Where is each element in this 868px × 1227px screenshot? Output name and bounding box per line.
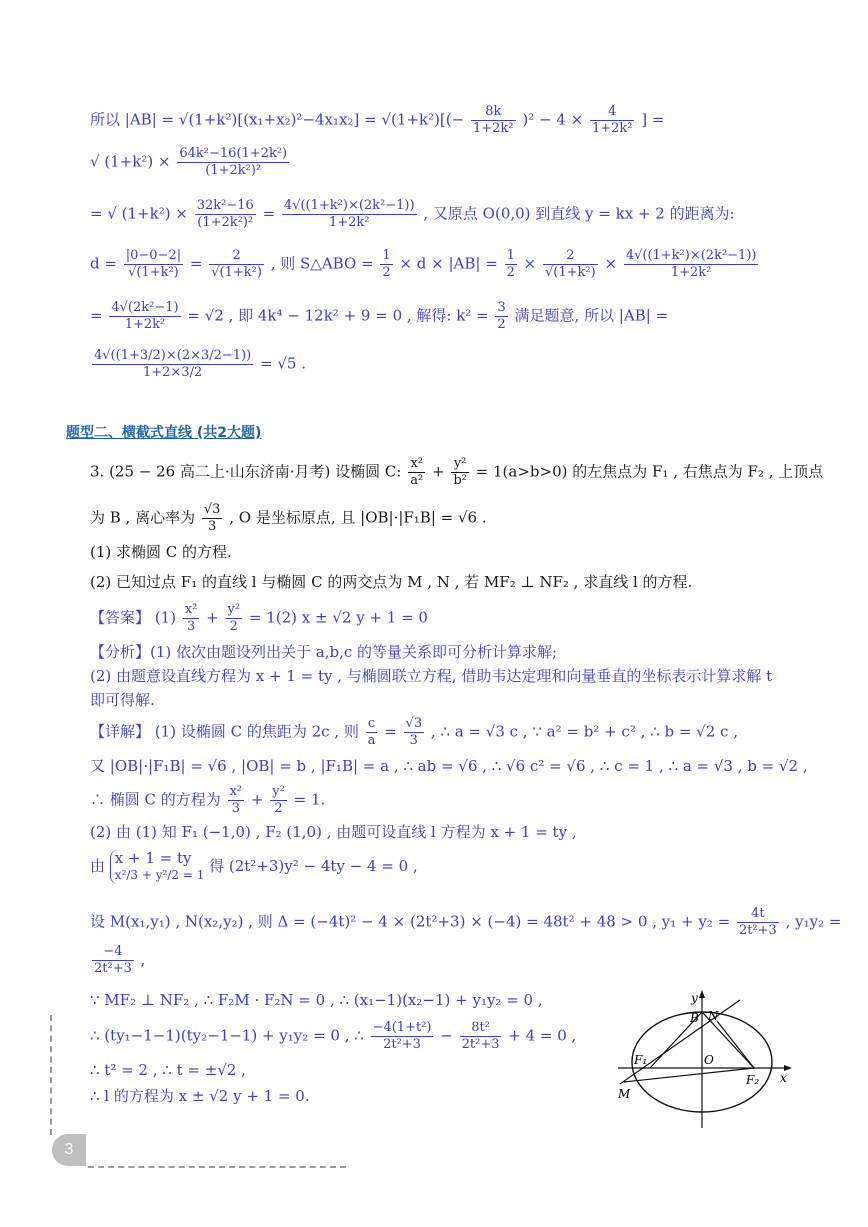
text-so: 所以 xyxy=(90,110,121,129)
question-1: (1) 求椭圆 C 的方程. xyxy=(90,543,232,561)
detail-line-1 xyxy=(90,716,738,749)
text-expr: (1) 依次由题设列出关于 a,b,c 的等量关系即可分析计算求解; xyxy=(150,643,558,661)
text-expr: (1) 设椭圆 C 的焦距为 2c , 则 xyxy=(154,722,359,741)
text-expr: = 1(2) x ± √2 y + 1 = 0 xyxy=(248,608,428,627)
fraction: $\frac{\text{32k²−16}}{\text{(1+2k²)²}}$ xyxy=(196,198,254,230)
text-expr: , O 是坐标原点, 且 |OB|·|F₁B| = √6 . xyxy=(229,508,487,527)
fraction: $\frac{√3}{3}$ xyxy=(203,502,221,534)
text-expr: = xyxy=(189,254,203,273)
text-expr: = √2 , 即 4k⁴ − 12k² + 9 = 0 , 解得: k² = xyxy=(187,306,489,325)
page-number-text: 3 xyxy=(64,1141,74,1158)
answer-line xyxy=(90,602,428,635)
text-expr: )² − 4 × xyxy=(522,110,584,129)
problem-source: 3. (25 − 26 高二上·山东济南·月考) 设椭圆 xyxy=(90,462,381,481)
label-f2: F₂ xyxy=(746,1073,760,1087)
text-expr: d = xyxy=(90,254,117,273)
fraction: $\frac{\text{−4(1+t²)}}{\text{2t²+3}}$ xyxy=(372,1020,432,1052)
fraction: $\frac{\text{x²}}{3}$ xyxy=(229,784,243,816)
fraction: $\frac{3}{2}$ xyxy=(497,300,506,332)
equation-system xyxy=(110,850,205,884)
fraction: $\frac{\text{x²}}{\text{a²}}$ xyxy=(410,456,424,488)
fraction: $\frac{-4}{\text{2t²+3}}$ xyxy=(94,944,132,976)
label-x: x xyxy=(780,1071,787,1085)
solution-line-1 xyxy=(90,104,664,137)
text-expr: , xyxy=(140,950,146,969)
fraction: $\frac{4}{\text{1+2k²}}$ xyxy=(591,104,633,136)
text-expr: ] = xyxy=(641,110,665,129)
solution-line-2 xyxy=(90,146,291,179)
detail-line-10: ∴ t² = 2 , ∴ t = ±√2 , xyxy=(90,1061,246,1079)
analysis-line-2: (2) 由题意设直线方程为 x + 1 = ty , 与椭圆联立方程, 借助韦达定理和向量垂直的坐标表示计算求解 t xyxy=(90,667,773,685)
detail-line-2: 又 |OB|·|F₁B| = √6 , |OB| = b , |F₁B| = a , ∴ ab = √6 , ∴ √6 c² = √6 , ∴ c = 1 , ∴ a = √3 , b = √2 , xyxy=(90,757,808,775)
fraction: $\frac{1}{2}$ xyxy=(506,248,515,280)
fraction: $\frac{\text{y²}}{2}$ xyxy=(272,784,285,816)
fraction: $\frac{8k}{\text{1+2k²}}$ xyxy=(473,104,514,136)
text-expr: , y₁y₂ = xyxy=(785,912,842,931)
label-b: B xyxy=(690,1011,699,1025)
text-expr: 为 B , 离心率为 xyxy=(90,508,196,527)
analysis-line-1 xyxy=(90,642,557,662)
detail-line-11: ∴ l 的方程为 x ± √2 y + 1 = 0. xyxy=(90,1087,310,1105)
detail-line-4: (2) 由 (1) 知 F₁ (−1,0) , F₂ (1,0) , 由题可设直线 l 方程为 x + 1 = ty , xyxy=(90,823,577,841)
text-expr: = √5 . xyxy=(260,354,306,373)
footer-dashed-line xyxy=(88,1166,346,1168)
system-eq-1: x + 1 = ty xyxy=(114,849,192,867)
fraction: $\frac{1}{2}$ xyxy=(382,248,391,280)
fraction: $\frac{\text{8t²}}{\text{2t²+3}}$ xyxy=(461,1020,500,1052)
solution-line-4 xyxy=(90,248,760,281)
text-ab: |AB| xyxy=(124,110,157,129)
text-expr: 满足题意, 所以 |AB| = xyxy=(514,306,669,325)
text-expr: = xyxy=(262,204,276,223)
text-expr: ∴ (ty₁−1−1)(ty₂−1−1) + y₁y₂ = 0 , ∴ xyxy=(90,1026,364,1045)
text-expr: = 1. xyxy=(293,790,326,809)
label-y: y xyxy=(691,991,698,1005)
text-expr: = √ (1+k²) × xyxy=(90,204,188,223)
fraction: $\frac{2}{\text{√(1+k²)}}$ xyxy=(211,248,262,280)
fraction: $\frac{\text{y²}}{\text{b²}}$ xyxy=(453,456,467,488)
text-expr: × d × |AB| = xyxy=(399,254,498,273)
detail-line-9 xyxy=(90,1020,576,1053)
text-expr: 设 M(x₁,y₁) , N(x₂,y₂) , 则 Δ = (−4t)² − 4 × (2t²+3) × (−4) = 48t² + 48 > 0 , y₁ + y₂ = xyxy=(90,912,731,931)
text-expr: ∴ 椭圆 C 的方程为 xyxy=(90,790,221,809)
text-expr: = √(1+k²)[(x₁+x₂)²−4x₁x₂] = √(1+k²)[(− xyxy=(161,110,465,129)
fraction: $\frac{\text{4√((1+k²)×(2k²−1))}}{\text{1+2k²}}$ xyxy=(625,248,757,280)
text-expr: , 则 S△ABO = xyxy=(270,254,374,273)
fraction: $\frac{\text{64k²−16(1+2k²)}}{\text{(1+2k²)²}}$ xyxy=(179,146,288,178)
text-expr: × xyxy=(604,254,618,273)
text-expr: + 4 = 0 , xyxy=(508,1026,577,1045)
text-expr: = 1(a>b>0) 的左焦点为 F₁ , 右焦点为 F₂ , 上顶点 xyxy=(475,462,824,481)
y-axis-arrow xyxy=(699,990,705,998)
solution-line-3 xyxy=(90,198,735,231)
label-f1: F₁ xyxy=(634,1053,648,1067)
fraction: $\frac{|0-0-2|}{\text{√(1+k²)}}$ xyxy=(125,248,182,280)
system-eq-2: x²/3 + y²/2 = 1 xyxy=(114,868,205,882)
text-expr: × xyxy=(523,254,537,273)
text-expr: C: xyxy=(384,462,402,481)
text-expr: − xyxy=(440,1026,453,1045)
segment-m-f2 xyxy=(624,1068,754,1082)
text-expr: + xyxy=(431,462,445,481)
segment-n-f2 xyxy=(717,1021,754,1068)
label-n: N xyxy=(708,1009,719,1023)
margin-dashed-line xyxy=(50,1015,52,1135)
analysis-line-3: 即可得解. xyxy=(90,691,155,709)
fraction: $\frac{c}{a}$ xyxy=(367,716,376,748)
text-expr: (1) xyxy=(154,608,177,627)
solution-line-6 xyxy=(90,348,306,381)
detail-line-8: ∵ MF₂ ⊥ NF₂ , ∴ F₂M · F₂N = 0 , ∴ (x₁−1)(x₂−1) + y₁y₂ = 0 , xyxy=(90,991,543,1009)
solution-line-5 xyxy=(90,300,668,333)
fraction: $\frac{4√((1+3/2)\times(2\times 3/2-1))}{1+2\times 3/2}$ xyxy=(94,348,252,380)
text-expr: = xyxy=(90,306,103,325)
section-title: 题型二、横截式直线 (共2大题) xyxy=(66,425,262,441)
text-expr: = xyxy=(384,722,397,741)
page-number xyxy=(52,1134,86,1166)
detail-line-6 xyxy=(90,906,841,939)
label-m: M xyxy=(618,1087,631,1101)
text-expr: , ∴ a = √3 c , ∵ a² = b² + c² , ∴ b = √2 c , xyxy=(430,722,738,741)
analysis-label: 【分析】 xyxy=(90,643,151,661)
problem-line-2 xyxy=(90,502,487,535)
problem-line-1 xyxy=(90,456,823,489)
detail-line-7 xyxy=(90,944,145,977)
fraction: $\frac{\text{4√((1+k²)×(2k²−1))}}{\text{1+2k²}}$ xyxy=(283,198,415,230)
fraction: $\frac{\text{y²}}{2}$ xyxy=(227,602,241,634)
question-2: (2) 已知过点 F₁ 的直线 l 与椭圆 C 的两交点为 M , N , 若 MF₂ ⊥ NF₂ , 求直线 l 的方程. xyxy=(90,573,693,591)
fraction: $\frac{\text{4√(2k²−1)}}{\text{1+2k²}}$ xyxy=(111,300,179,332)
text-expr: , 又原点 O(0,0) 到直线 y = kx + 2 的距离为: xyxy=(423,204,735,223)
fraction: $\frac{2}{\text{√(1+k²)}}$ xyxy=(544,248,596,280)
fraction: $\frac{√3}{3}$ xyxy=(405,716,423,748)
ellipse-figure xyxy=(612,988,802,1133)
detail-line-3 xyxy=(90,784,325,817)
label-o: O xyxy=(704,1053,714,1067)
detail-label: 【详解】 xyxy=(90,722,151,741)
detail-line-5 xyxy=(90,850,418,884)
text-expr: 得 (2t²+3)y² − 4ty − 4 = 0 , xyxy=(209,857,418,875)
text-expr: + xyxy=(250,790,264,809)
fraction: $\frac{\text{x²}}{3}$ xyxy=(184,602,198,634)
text-expr: + xyxy=(206,608,219,627)
text-expr: 由 xyxy=(90,857,106,875)
answer-label: 【答案】 xyxy=(90,608,151,627)
fraction: $\frac{4t}{\text{2t²+3}}$ xyxy=(738,906,777,938)
text-expr: √ (1+k²) × xyxy=(90,152,171,171)
